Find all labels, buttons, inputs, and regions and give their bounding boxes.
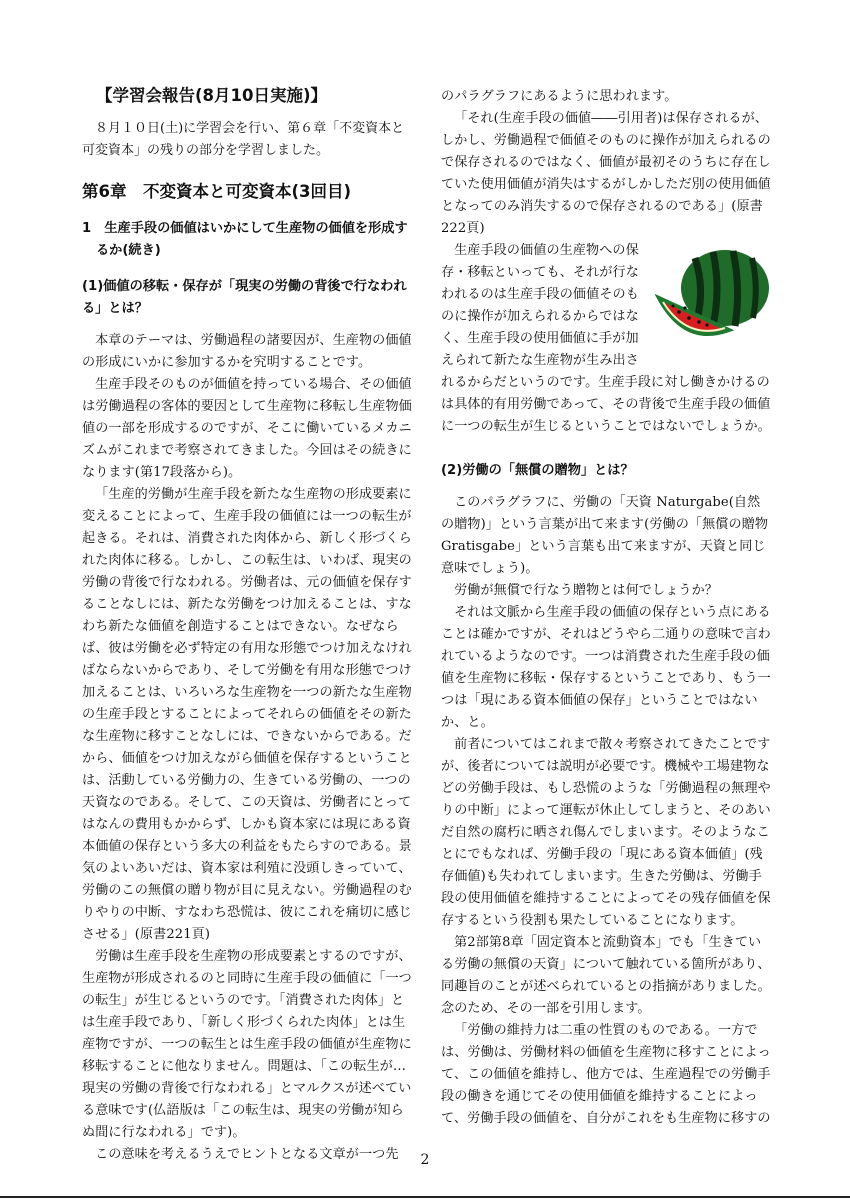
page-number: 2 [420, 1152, 430, 1168]
left-paragraph: 労働は生産手段を生産物の形成要素とするのですが、生産物が形成されるのと同時に生産手段の価値に「一つの転生」が生じるというのです。「消費された肉体」とは生産手段であり、「新しく形づくられた肉体」とは生産物ですが、一つの転生とは生産手段の価値が生産物に移転することに他なりません。問題は、「この転生が…現実の労働の背後で行なわれる」とマルクスが述べている意味です(仏語版は「この転生は、現実の労働が知らぬ間に行なわれる」です)。 [82, 949, 412, 1140]
right-paragraph: 前者についてはこれまで散々考察されてきたことですが、後者については説明が必要です。機械や工場建物などの労働手段は、もし恐慌のような「労働過程の無理やりの中断」によって運転が休止してしまうと、そのあいだ自然の腐朽に晒され傷んでしまいます。そのようなことにでもなれば、労働手段の「現にある資本価値」(残存価値)も失われてしまいます。生きた労働は、労働手段の使用価値を維持することによってその残存価値を保存するという役割も果たしていることになります。 [441, 737, 771, 928]
subsection-2-title: (2)労働の「無償の贈物」とは？ [441, 463, 634, 478]
right-paragraph: 労働が無償で行なう贈物とは何でしょうか？ [454, 583, 718, 598]
right-melon-text: 生産手段の価値の生産物への保存・移転といっても、それが行なわれるのは生産手段の価値そのものに操作が加えられるからではなく、生産手段の使用価値に手が加えられて新たな生産物が生み出されるからだというのです。生産手段に対し働きかけるのは具体的有用労働であって、その背後で生産手段の価値に一つの転生が生じるということではないでしょうか。 [441, 243, 771, 434]
right-paragraph: このパラグラフに、労働の「天資 Naturgabe(自然の贈物)」という言葉が出て来ます(労働の「無償の贈物Gratisgabe」という言葉も出て来ますが、天資と同じ意味でしょう)。 [441, 495, 769, 576]
left-paragraph: 本章のテーマは、労働過程の諸要因が、生産物の価値の形成にいかに参加するかを究明することです。 [82, 333, 412, 370]
section-title: 1 生産手段の価値はいかにして生産物の価値を形成するか(続き) [82, 221, 408, 258]
bottom-divider [0, 1196, 850, 1198]
right-quote-paragraph: 「労働の維持力は二重の性質のものである。一方では、労働は、労働材料の価値を生産物に移すことによって、この価値を維持し、他方では、生産過程での労働手段の働きを通じてその使用価値を維持することによって、労働手段の価値を、自分がこれをも生産物に移すの [441, 1023, 771, 1126]
left-column [82, 84, 414, 1166]
left-paragraph: この意味を考えるうえでヒントとなる文章が一つ先 [95, 1147, 399, 1162]
right-paragraph: それは文脈から生産手段の価値の保存という点にあることは確かですが、それはどうやら二通りの意味で言われているようなのです。一つは消費された生産手段の価値を生産物に移転・保存するということであり、もう一つは「現にある資本価値の保存」ということではないか、と。 [441, 605, 771, 730]
left-paragraph: 生産手段そのものが価値を持っている場合、その価値は労働過程の客体的要因として生産物に移転し生産物価値の一部を形成するのですが、そこに働いているメカニズムがこれまで考察されてきました。今回はその続きになります(第17段落から)。 [82, 377, 412, 480]
right-paragraph: 第2部第8章「固定資本と流動資本」でも「生きている労働の無償の天資」について触れている箇所があり、同趣旨のことが述べられているとの指摘がありました。念のため、その一部を引用します。 [441, 935, 771, 1016]
right-column [441, 86, 773, 1130]
right-continuation-line: のパラグラフにあるように思われます。 [441, 89, 678, 104]
report-title: 【学習会報告(8月10日実施)】 [96, 86, 328, 105]
subsection-1-title: (1)価値の移転・保存が「現実の労働の背後で行なわれる」とは？ [82, 279, 407, 316]
chapter-title: 第6章 不変資本と可変資本(3回目) [82, 182, 352, 201]
left-quote-paragraph: 「生産的労働が生産手段を新たな生産物の形成要素に変えることによって、生産手段の価値には一つの転生が起きる。それは、消費された肉体から、新しく形づくられた肉体に移る。しかし、この転生は、いわば、現実の労働の背後で行なわれる。労働者は、元の価値を保存することなしには、新たな労働をつけ加えることは、すなわち新たな価値を創造することはできない。なぜならば、彼は労働を必ず特定の有用な形態でつけ加えなければならないからであり、そして労働を有用な形態でつけ加えることは、いろいろな生産物を一つの新たな生産物の生産手段とすることによってそれらの価値をその新たな生産物に移すことなしには、できないからである。だから、価値をつけ加えながら価値を保存するということは、活動している労働力の、生きている労働の、一つの天資なのである。そして、この天資は、労働者にとってはなんの費用もかからず、しかも資本家には現にある資本価値の保存という多大の利益をもたらすのである。景気のよいあいだは、資本家は利殖に没頭しきっていて、労働のこの無償の贈り物が目に見えない。労働過程のむりやりの中断、すなわち恐慌は、彼にこれを痛切に感じさせる」(原書221頁) [82, 487, 412, 942]
right-quote-paragraph: 「それ(生産手段の価値――引用者)は保存されるが、しかし、労働過程で価値そのものに操作が加えられるので保存されるのではなく、価値が最初そのうちに存在していた使用価値が消失はするがしかしただ別の使用価値となってのみ消失するので保存されるのである」(原書222頁) [441, 111, 771, 236]
watermelon-illustration [655, 246, 773, 346]
right-melon-paragraph [441, 240, 773, 438]
intro-paragraph: ８月１０日(土)に学習会を行い、第６章「不変資本と可変資本」の残りの部分を学習しました。 [82, 121, 405, 158]
